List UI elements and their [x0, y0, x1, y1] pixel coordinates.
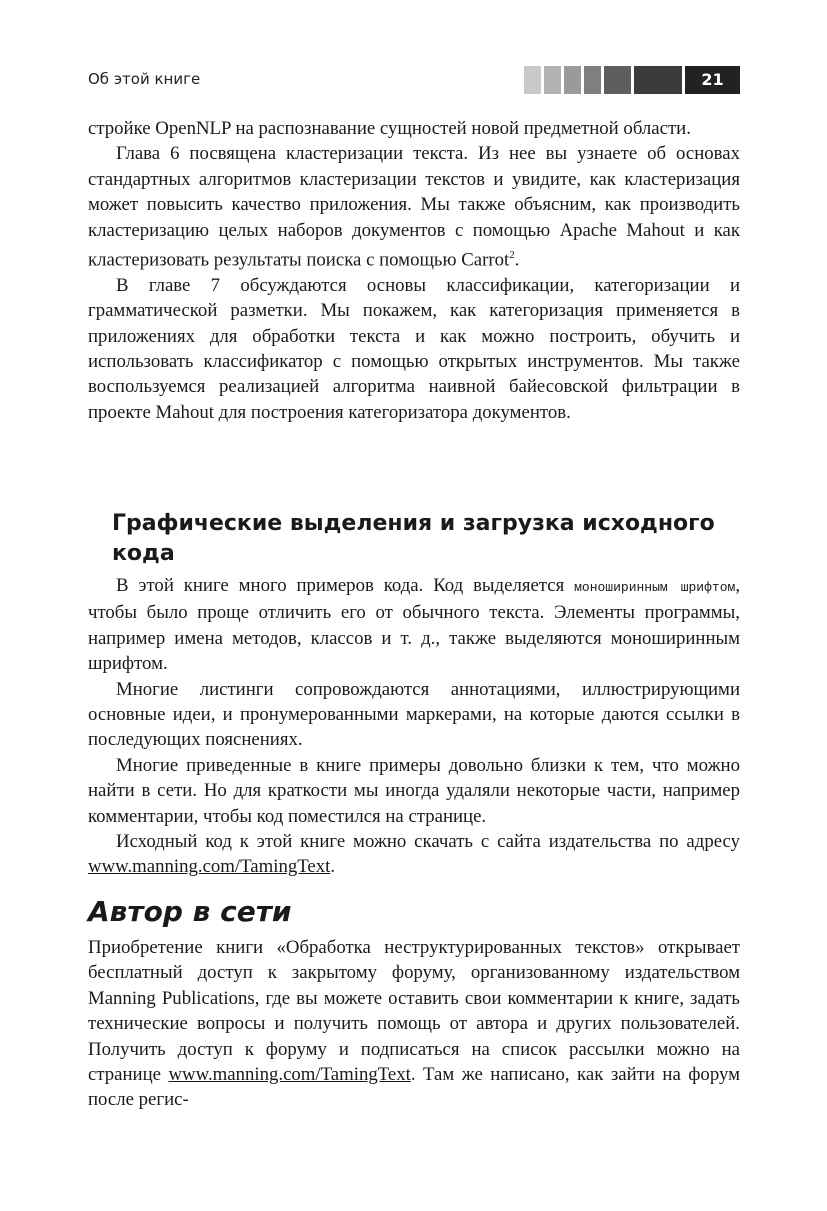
- intro-text: [88, 116, 740, 425]
- strip-segment: [604, 66, 631, 94]
- intro-paragraph-1: стройке OpenNLP на распознавание сущностей новой предметной области.: [88, 118, 691, 139]
- page-number: 21: [685, 66, 740, 94]
- strip-segment: [524, 66, 541, 94]
- section-heading-online: Автор в сети: [88, 895, 292, 928]
- footnote-marker[interactable]: 2: [509, 249, 515, 262]
- monospace-sample: моноширинным шрифтом: [574, 580, 736, 595]
- code-paragraph-1: В этой книге много примеров кода. Код выделяется моноширинным шрифтом, чтобы было проще отличить его от обычного текста. Элементы программы, например имена методов, классов и т. д., также выделяются моноширинным шрифтом.: [88, 575, 741, 675]
- code-paragraph-3: Многие приведенные в книге примеры довольно близки к тем, что можно найти в сети. Но для краткости мы иногда удаляли некоторые части, например комментарии, чтобы код поместился на странице.: [88, 754, 740, 827]
- strip-segment: [564, 66, 581, 94]
- section-heading-code: Графические выделения и загрузка исходного кода: [112, 511, 715, 566]
- forum-link[interactable]: www.manning.com/TamingText: [168, 1064, 411, 1086]
- strip-segment: [544, 66, 561, 94]
- code-paragraph-2: Многие листинги сопровождаются аннотациями, иллюстрирующими основные идеи, и пронумерованными маркерами, на которые даются ссылки в последующих пояснениях.: [88, 678, 740, 751]
- strip-segment: [584, 66, 601, 94]
- source-code-link[interactable]: www.manning.com/TamingText: [88, 856, 331, 878]
- intro-paragraph-3: В главе 7 обсуждаются основы классификации, категоризации и грамматической разметки. Мы покажем, как категоризация применяется в приложениях для обработки текста и как можно построить, обучить и использовать классификатор с помощью открытых инструментов. Мы также воспользуемся реализацией алгоритма наивной байесовской фильтрации в проекте Mahout для построения категоризатора документов.: [88, 274, 740, 423]
- running-title: Об этой книге: [88, 70, 201, 88]
- code-paragraph-4: Исходный код к этой книге можно скачать с сайта издательства по адресу www.manning.com/TamingText.: [88, 831, 740, 878]
- section-code-text: [88, 573, 740, 880]
- section-online-text: [88, 935, 740, 1113]
- online-paragraph-1: Приобретение книги «Обработка неструктурированных текстов» открывает бесплатный доступ к закрытому форуму, организованному издательством Manning Publications, где вы можете оставить свои комментарии к книге, задать технические вопросы и получить помощь от автора и других пользователей. Получить доступ к форуму и подписаться на список рассылки можно на странице www.manning.com/TamingText. Там же написано, как зайти на форум после регис-: [88, 937, 740, 1111]
- strip-segment: [634, 66, 682, 94]
- intro-paragraph-2: Глава 6 посвящена кластеризации текста. Из нее вы узнаете об основах стандартных алгоритмов кластеризации текстов и увидите, как кластеризация может повысить качество приложения. Мы также объясним, как производить кластеризацию целых наборов документов с помощью Apache Mahout и как кластеризовать результаты поиска с помощью Carrot$^2$.: [88, 143, 740, 271]
